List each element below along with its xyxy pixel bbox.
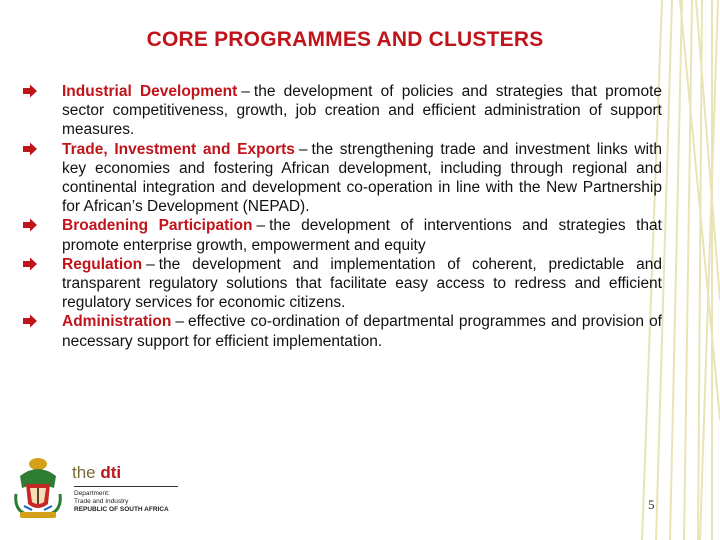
bullet-separator: – <box>146 255 155 273</box>
department-block <box>74 490 204 514</box>
bullet-industrial-development <box>22 82 662 140</box>
bullet-separator: – <box>256 217 266 235</box>
bullet-administration <box>22 312 662 350</box>
right-arrow-icon <box>22 314 38 328</box>
bullet-separator: – <box>298 140 308 158</box>
bullet-description: the development of policies and strategies that promote sector competitiveness, growth, job creation and efficient administration of support measures. <box>62 83 662 139</box>
bullet-description: effective co-ordination of departmental programmes and provision of necessary support for efficient implementation. <box>62 313 662 350</box>
brand-name: dti <box>100 463 122 482</box>
bullet-term: Trade, Investment and Exports <box>62 140 295 158</box>
bullet-separator: – <box>175 313 184 331</box>
right-arrow-icon <box>22 257 38 271</box>
department-line: Trade and Industry <box>74 498 129 505</box>
bullet-description: the development and implementation of coherent, predictable and transparent regulatory solutions that facilitate easy access to redress and efficient regulatory services for economic citizens. <box>62 255 662 312</box>
dti-logo <box>10 454 200 524</box>
bullet-term: Industrial Development <box>62 83 238 100</box>
page-number: 5 <box>648 497 655 512</box>
right-arrow-icon <box>22 218 38 232</box>
slide-title: CORE PROGRAMMES AND CLUSTERS <box>146 28 544 51</box>
bullet-list <box>22 82 662 351</box>
bullet-term: Regulation <box>62 255 143 273</box>
bullet-regulation <box>22 255 662 313</box>
country-name: REPUBLIC OF SOUTH AFRICA <box>74 506 169 513</box>
coat-of-arms-icon <box>10 454 66 524</box>
brand-the: the <box>72 463 96 482</box>
brand-wordmark <box>72 464 121 482</box>
bullet-term: Administration <box>62 313 172 331</box>
department-line: Department: <box>74 490 110 497</box>
bullet-separator: – <box>241 83 250 100</box>
bullet-broadening-participation <box>22 216 662 254</box>
bullet-term: Broadening Participation <box>62 217 253 235</box>
bullet-description: the strengthening trade and investment links with key economies and fostering African development, including through regional and continental integration and development co-operation in line with the New Partnership for African’s Development (NEPAD). <box>62 140 662 216</box>
right-arrow-icon <box>22 84 38 98</box>
bullet-trade-investment-exports <box>22 140 662 217</box>
bullet-description: the development of interventions and strategies that promote enterprise growth, empowerment and equity <box>62 217 662 254</box>
brand-divider <box>74 486 178 487</box>
right-arrow-icon <box>22 142 38 156</box>
